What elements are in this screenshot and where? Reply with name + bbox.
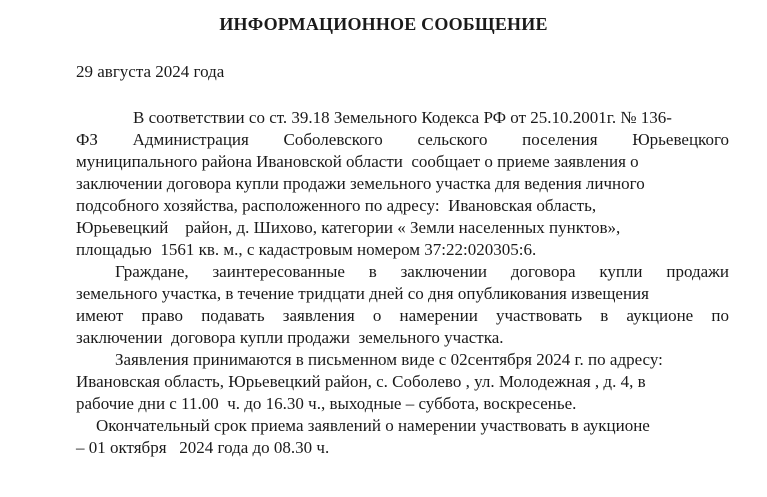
document-date: 29 августа 2024 года: [76, 62, 225, 81]
paragraph-1-line-1: В соответствии со ст. 39.18 Земельного Кодекса РФ от 25.10.2001г. № 136-: [133, 108, 672, 127]
paragraph-2-line-2: земельного участка, в течение тридцати дней со дня опубликования извещения: [76, 284, 649, 303]
paragraph-4-line-2: – 01 октября 2024 года до 08.30 ч.: [76, 438, 330, 457]
paragraph-1-line-5: подсобного хозяйства, расположенного по адресу: Ивановская область,: [76, 196, 597, 215]
paragraph-3-line-3: рабочие дни с 11.00 ч. до 16.30 ч., выходные – суббота, воскресенье.: [76, 394, 577, 413]
paragraph-2-line-3: имеют право подавать заявления о намерении участвовать в аукционе по: [76, 306, 729, 325]
paragraph-2-line-4: заключении договора купли продажи земельного участка.: [76, 328, 504, 347]
paragraph-1-line-2: ФЗ Администрация Соболевского сельского поселения Юрьевецкого: [76, 130, 729, 149]
paragraph-1-line-6: Юрьевецкий район, д. Шихово, категории « Земли населенных пунктов»,: [76, 218, 621, 237]
paragraph-2-line-1: Граждане, заинтересованные в заключении договора купли продажи: [115, 262, 729, 281]
paragraph-4-line-1: Окончательный срок приема заявлений о намерении участвовать в аукционе: [96, 416, 650, 435]
document-title: ИНФОРМАЦИОННОЕ СООБЩЕНИЕ: [219, 14, 548, 34]
paragraph-1-line-4: заключении договора купли продажи земельного участка для ведения личного: [76, 174, 645, 193]
paragraph-1-line-7: площадью 1561 кв. м., с кадастровым номером 37:22:020305:6.: [76, 240, 537, 259]
paragraph-3-line-1: Заявления принимаются в письменном виде с 02сентября 2024 г. по адресу:: [115, 350, 663, 369]
paragraph-3-line-2: Ивановская область, Юрьевецкий район, с. Соболево , ул. Молодежная , д. 4, в: [76, 372, 646, 391]
paragraph-1-line-3: муниципального района Ивановской области сообщает о приеме заявления о: [76, 152, 639, 171]
